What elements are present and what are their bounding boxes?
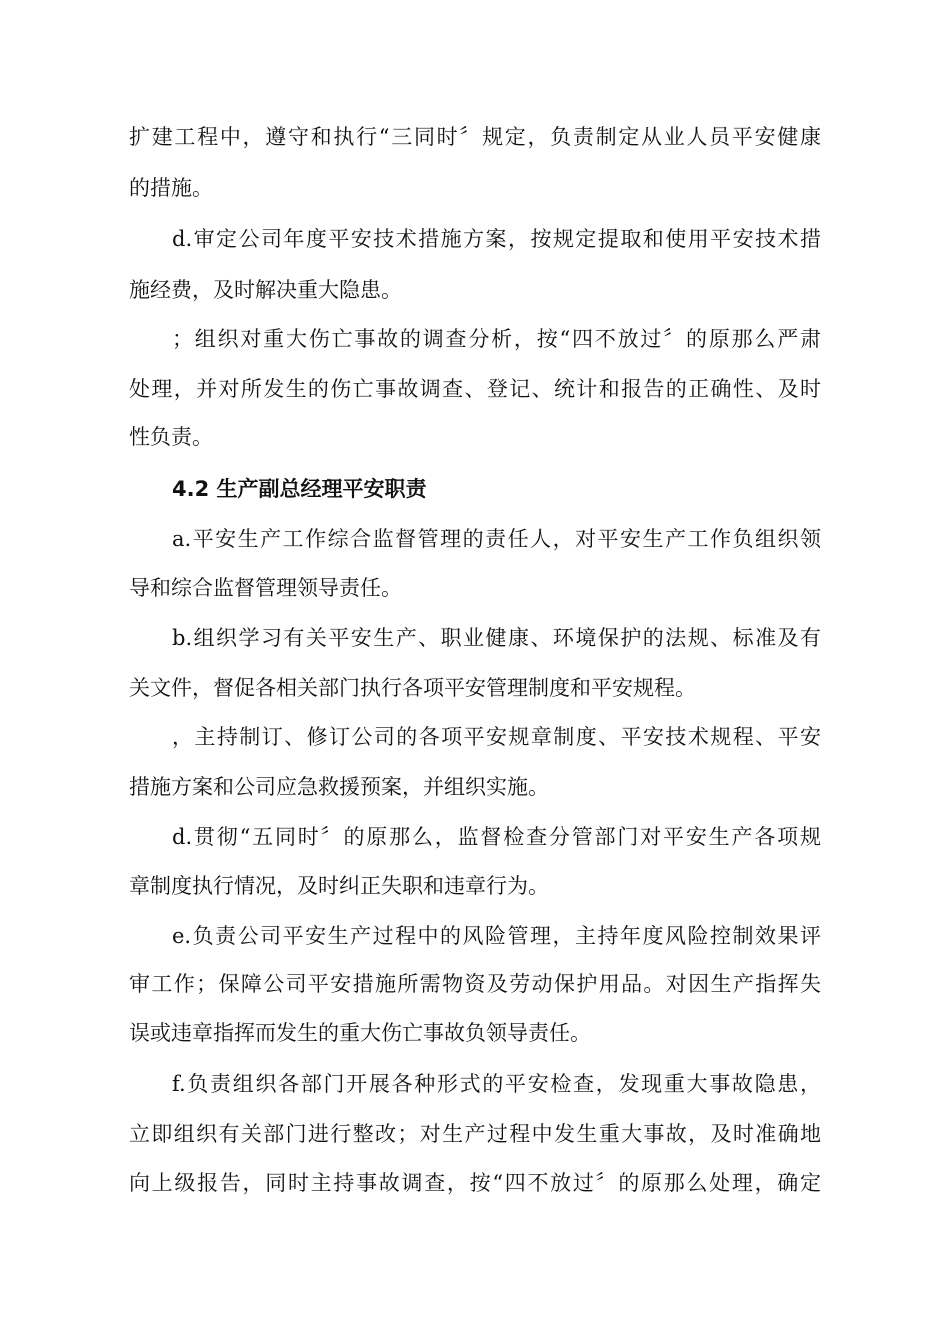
- paragraph-line: 施经费，及时解决重大隐患。: [129, 278, 402, 302]
- paragraph-line: 措施方案和公司应急救援预案，并组织实施。: [129, 775, 549, 799]
- paragraph-line: b.组织学习有关平安生产、职业健康、环境保护的法规、标准及有: [172, 626, 821, 650]
- paragraph-line: 的措施。: [129, 176, 213, 200]
- paragraph-line: ；组织对重大伤亡事故的调查分析，按“四不放过〞的原那么严肃: [172, 327, 821, 351]
- paragraph-line: e.负责公司平安生产过程中的风险管理，主持年度风险控制效果评: [172, 924, 821, 948]
- paragraph-line: 章制度执行情况，及时纠正失职和违章行为。: [129, 874, 549, 898]
- paragraph-line: a.平安生产工作综合监督管理的责任人，对平安生产工作负组织领: [172, 527, 821, 551]
- paragraph-line: d.审定公司年度平安技术措施方案，按规定提取和使用平安技术措: [172, 227, 821, 251]
- paragraph-line: 关文件，督促各相关部门执行各项平安管理制度和平安规程。: [129, 676, 696, 700]
- paragraph-line: 向上级报告，同时主持事故调查，按“四不放过〞的原那么处理，确定: [129, 1171, 821, 1195]
- paragraph-line: 导和综合监督管理领导责任。: [129, 576, 402, 600]
- paragraph-line: 性负责。: [129, 425, 213, 449]
- paragraph-line: 立即组织有关部门进行整改；对生产过程中发生重大事故，及时准确地: [129, 1122, 821, 1146]
- paragraph-line: f.负责组织各部门开展各种形式的平安检查，发现重大事故隐患，: [172, 1072, 821, 1096]
- paragraph-line: 扩建工程中，遵守和执行“三同时〞规定，负责制定从业人员平安健康: [129, 125, 821, 149]
- paragraph-line: 审工作；保障公司平安措施所需物资及劳动保护用品。对因生产指挥失: [129, 972, 821, 996]
- paragraph-line: d.贯彻“五同时〞的原那么，监督检查分管部门对平安生产各项规: [172, 825, 821, 849]
- section-heading: 4.2 生产副总经理平安职责: [172, 477, 427, 501]
- paragraph-line: 处理，并对所发生的伤亡事故调查、登记、统计和报告的正确性、及时: [129, 377, 821, 401]
- paragraph-line: ，主持制订、修订公司的各项平安规章制度、平安技术规程、平安: [172, 725, 821, 749]
- paragraph-line: 误或违章指挥而发生的重大伤亡事故负领导责任。: [129, 1021, 591, 1045]
